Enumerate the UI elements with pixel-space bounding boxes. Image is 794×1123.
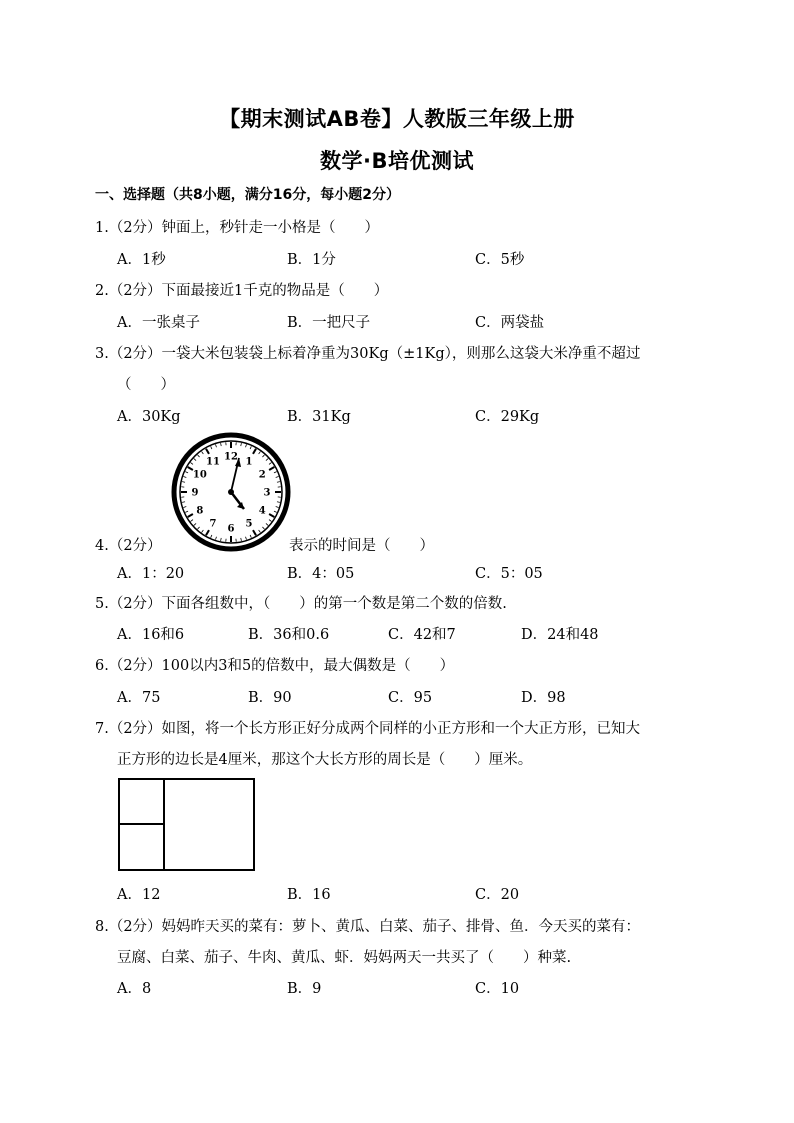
question-3-option-a: A．30Kg [117, 409, 181, 425]
clock-number: 1 [245, 456, 253, 468]
clock-figure [170, 428, 292, 556]
document-title: 【期末测试AB卷】人教版三年级上册 [219, 107, 575, 131]
question-8-stem: 8.（2分）妈妈昨天买的菜有：萝卜、黄瓜、白菜、茄子、排骨、鱼．今天买的菜有： [95, 919, 641, 935]
question-1-option-c: C．5秒 [475, 252, 525, 268]
question-2-stem: 2.（2分）下面最接近1千克的物品是（ ） [95, 283, 389, 299]
section-heading: 一、选择题（共8小题，满分16分，每小题2分） [95, 187, 400, 203]
clock-number: 8 [196, 505, 204, 517]
question-5-option-a: A．16和6 [117, 627, 185, 643]
clock-number: 5 [245, 518, 253, 530]
rectangle-figure [118, 778, 256, 872]
question-3-option-c: C．29Kg [475, 409, 540, 425]
question-2-option-b: B．一把尺子 [287, 315, 371, 331]
question-6-option-b: B．90 [248, 690, 292, 706]
clock-number: 12 [224, 451, 238, 463]
clock-number: 9 [191, 487, 199, 499]
question-3-stem-continued: （ ） [117, 377, 175, 393]
question-4-stem-suffix: 表示的时间是（ ） [289, 538, 434, 554]
question-6-option-a: A．75 [117, 690, 161, 706]
clock-number: 2 [258, 469, 266, 481]
clock-number: 6 [227, 523, 235, 535]
clock-number: 7 [209, 518, 217, 530]
question-7-stem-continued: 正方形的边长是4厘米，那这个大长方形的周长是（ ）厘米。 [117, 752, 533, 768]
question-6-option-d: D．98 [521, 690, 566, 706]
question-1-option-a: A．1秒 [117, 252, 166, 268]
question-4-option-a: A．1：20 [117, 566, 185, 582]
question-4-stem-prefix: 4.（2分） [95, 538, 162, 554]
clock-number: 4 [258, 505, 266, 517]
clock-face-icon [170, 428, 292, 556]
question-5-option-d: D．24和48 [521, 627, 599, 643]
question-4-option-b: B．4：05 [287, 566, 355, 582]
question-1-option-b: B．1分 [287, 252, 336, 268]
question-4-option-c: C．5：05 [475, 566, 543, 582]
question-7-stem: 7.（2分）如图，将一个长方形正好分成两个同样的小正方形和一个大正方形，已知大 [95, 721, 641, 737]
question-5-option-c: C．42和7 [388, 627, 456, 643]
question-8-stem-continued: 豆腐、白菜、茄子、牛肉、黄瓜、虾．妈妈两天一共买了（ ）种菜. [117, 950, 572, 966]
question-6-option-c: C．95 [388, 690, 433, 706]
question-5-stem: 5.（2分）下面各组数中，（ ）的第一个数是第二个数的倍数. [95, 596, 507, 612]
question-8-option-b: B．9 [287, 981, 322, 997]
question-7-option-c: C．20 [475, 887, 520, 903]
question-1-stem: 1.（2分）钟面上，秒针走一小格是（ ） [95, 220, 380, 236]
question-7-option-a: A．12 [117, 887, 161, 903]
question-3-stem: 3.（2分）一袋大米包装袋上标着净重为30Kg（±1Kg），则那么这袋大米净重不超过 [95, 346, 641, 362]
clock-number: 10 [192, 469, 207, 481]
question-5-option-b: B．36和0.6 [248, 627, 330, 643]
question-8-option-a: A．8 [117, 981, 152, 997]
question-2-option-c: C．两袋盐 [475, 315, 545, 331]
clock-number: 11 [206, 456, 220, 468]
question-7-option-b: B．16 [287, 887, 331, 903]
clock-number: 3 [263, 487, 271, 499]
question-2-option-a: A．一张桌子 [117, 315, 200, 331]
question-3-option-b: B．31Kg [287, 409, 351, 425]
question-6-stem: 6.（2分）100以内3和5的倍数中，最大偶数是（ ） [95, 658, 455, 674]
document-subtitle: 数学·B培优测试 [320, 149, 474, 173]
question-8-option-c: C．10 [475, 981, 520, 997]
